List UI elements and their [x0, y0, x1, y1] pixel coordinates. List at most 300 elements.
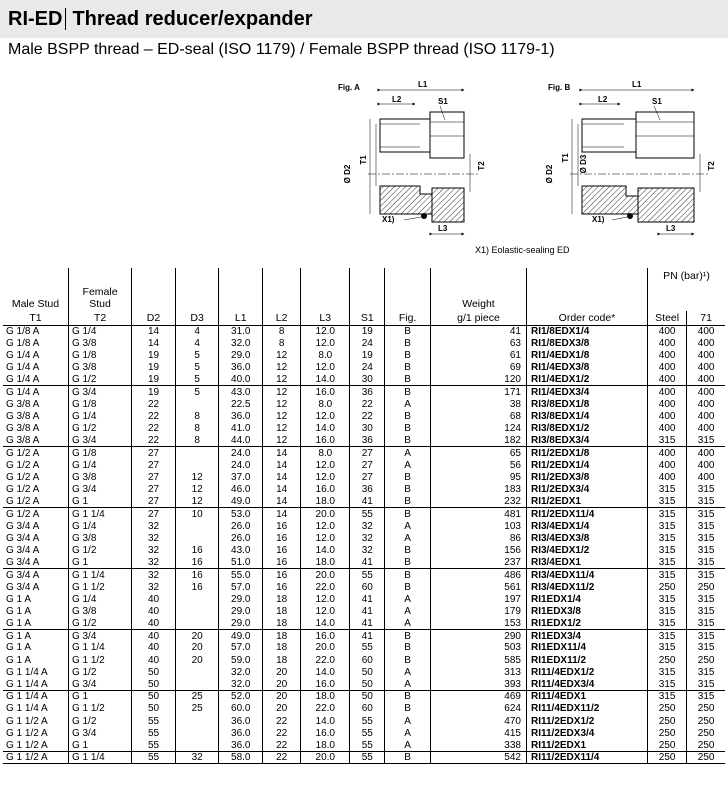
cell-male-stud: G 1/4 A [3, 386, 68, 398]
cell-l2: 22 [263, 727, 301, 739]
cell-weight: 86 [431, 532, 527, 544]
cell-d2: 55 [132, 727, 176, 739]
cell-male-stud: G 1/2 A [3, 508, 68, 520]
cell-d3: 25 [175, 691, 219, 703]
cell-l2: 14 [263, 447, 301, 459]
cell-d3: 8 [175, 435, 219, 447]
cell-l3: 12.0 [301, 325, 350, 337]
cell-weight: 171 [431, 386, 527, 398]
cell-s1: 60 [350, 581, 385, 593]
cell-l3: 20.0 [301, 508, 350, 520]
cell-female-stud: G 3/8 [68, 471, 131, 483]
cell-female-stud: G 3/4 [68, 678, 131, 690]
col-weight: Weight [431, 268, 527, 311]
cell-male-stud: G 3/8 A [6, 398, 40, 410]
cell-d3: 12 [175, 471, 219, 483]
cell-fig: A [385, 593, 431, 605]
technical-drawing [320, 74, 728, 264]
figure-b [545, 80, 716, 234]
cell-fig: B [385, 703, 431, 715]
cell-l2: 18 [263, 642, 301, 654]
cell-l1: 29.0 [219, 618, 263, 630]
table-row [3, 691, 725, 703]
cell-pn-71: 315 [687, 435, 725, 447]
cell-female-stud: G 1/8 [68, 349, 131, 361]
cell-female-stud: G 3/4 [68, 727, 131, 739]
cell-order-code: RI3/8EDX1/4 [526, 410, 647, 422]
fig-b-l2: L2 [598, 95, 608, 104]
cell-pn-71: 400 [687, 325, 725, 337]
fig-a-l3: L3 [438, 224, 448, 233]
cell-d3: 4 [175, 325, 219, 337]
cell-female-stud: G 1/2 [68, 715, 131, 727]
cell-fig: B [385, 325, 431, 337]
cell-pn-71: 250 [687, 739, 725, 751]
cell-male-stud: G 3/4 A [6, 532, 40, 544]
cell-order-code: RI1/2EDX11/4 [526, 508, 647, 520]
table-row [3, 544, 725, 556]
cell-pn-steel: 400 [648, 459, 687, 471]
cell-d2: 40 [132, 618, 176, 630]
cell-female-stud: G 1 [68, 557, 131, 569]
cell-order-code: RI3/4EDX1/2 [526, 544, 647, 556]
cell-d2: 32 [132, 581, 176, 593]
cell-l2: 18 [263, 593, 301, 605]
cell-female-stud: G 3/4 [68, 630, 131, 642]
cell-order-code: RI1/2EDX3/4 [526, 483, 647, 495]
cell-pn-steel: 315 [648, 569, 687, 581]
cell-l3: 8.0 [301, 349, 350, 361]
cell-pn-71: 315 [687, 666, 725, 678]
cell-l1: 36.0 [219, 410, 263, 422]
cell-order-code: RI11/4EDX3/4 [526, 678, 647, 690]
table-row [3, 642, 725, 654]
cell-d3 [175, 532, 219, 544]
cell-weight: 183 [431, 483, 527, 495]
cell-pn-71: 315 [687, 678, 725, 690]
cell-s1: 50 [350, 691, 385, 703]
cell-l1: 26.0 [219, 532, 263, 544]
cell-pn-steel: 250 [648, 715, 687, 727]
cell-weight: 120 [431, 374, 527, 386]
cell-female-stud: G 1 1/4 [68, 642, 131, 654]
cell-fig: B [385, 752, 431, 764]
cell-d3: 16 [175, 581, 219, 593]
cell-l1: 57.0 [219, 642, 263, 654]
cell-weight: 153 [431, 618, 527, 630]
cell-l1: 43.0 [219, 386, 263, 398]
table-row [3, 362, 725, 374]
cell-order-code: RI11/2EDX11/4 [526, 752, 647, 764]
cell-female-stud: G 3/4 [68, 386, 131, 398]
cell-l2: 16 [263, 569, 301, 581]
cell-order-code: RI1EDX1/4 [526, 593, 647, 605]
cell-weight: 486 [431, 569, 527, 581]
cell-weight: 41 [431, 325, 527, 337]
cell-l1: 43.0 [219, 544, 263, 556]
cell-d2: 19 [132, 386, 176, 398]
cell-order-code: RI11/2EDX3/4 [526, 727, 647, 739]
cell-order-code: RI1/8EDX1/4 [526, 325, 647, 337]
cell-order-code: RI1/4EDX1/8 [526, 349, 647, 361]
cell-pn-71: 400 [687, 386, 725, 398]
cell-l2: 12 [263, 349, 301, 361]
cell-pn-71: 250 [687, 654, 725, 666]
cell-s1: 32 [350, 532, 385, 544]
cell-s1: 22 [350, 410, 385, 422]
cell-l1: 24.0 [219, 459, 263, 471]
cell-pn-71: 315 [687, 483, 725, 495]
cell-order-code: RI3/8EDX1/8 [526, 398, 647, 410]
fig-a-t1: T1 [359, 155, 368, 165]
cell-male-stud: G 1/8 A [6, 337, 40, 349]
cell-d3: 5 [175, 374, 219, 386]
cell-l2: 20 [263, 691, 301, 703]
cell-d2: 50 [132, 703, 176, 715]
cell-pn-71: 250 [687, 715, 725, 727]
cell-fig: B [385, 642, 431, 654]
cell-l2: 20 [263, 678, 301, 690]
cell-pn-steel: 315 [648, 642, 687, 654]
cell-d2: 55 [132, 752, 176, 764]
cell-female-stud: G 1/2 [68, 666, 131, 678]
cell-d2: 22 [132, 423, 176, 435]
cell-weight: 182 [431, 435, 527, 447]
cell-s1: 24 [350, 337, 385, 349]
cell-male-stud: G 1 1/2 A [6, 715, 48, 727]
cell-pn-steel: 315 [648, 618, 687, 630]
cell-male-stud: G 3/8 A [6, 423, 40, 435]
cell-l1: 51.0 [219, 557, 263, 569]
cell-fig: A [385, 447, 431, 459]
cell-female-stud: G 3/8 [68, 605, 131, 617]
cell-order-code: RI3/8EDX3/4 [526, 435, 647, 447]
cell-l1: 31.0 [219, 325, 263, 337]
cell-fig: B [385, 386, 431, 398]
fig-a-label: Fig. A [338, 83, 360, 92]
table-row [3, 630, 725, 642]
cell-weight: 542 [431, 752, 527, 764]
col-l1: L1 [219, 311, 263, 325]
table-row [3, 727, 725, 739]
cell-order-code: RI1/4EDX3/8 [526, 362, 647, 374]
cell-s1: 27 [350, 471, 385, 483]
cell-l3: 20.0 [301, 642, 350, 654]
cell-l2: 12 [263, 362, 301, 374]
cell-l2: 12 [263, 410, 301, 422]
cell-pn-steel: 315 [648, 605, 687, 617]
cell-fig: A [385, 678, 431, 690]
cell-l2: 14 [263, 483, 301, 495]
cell-l1: 22.5 [219, 398, 263, 410]
cell-l3: 16.0 [301, 727, 350, 739]
cell-d3 [175, 459, 219, 471]
cell-order-code: RI11/2EDX1 [526, 739, 647, 751]
cell-pn-71: 250 [687, 752, 725, 764]
cell-l2: 22 [263, 715, 301, 727]
cell-pn-71: 315 [687, 630, 725, 642]
cell-d3: 12 [175, 483, 219, 495]
cell-d3: 12 [175, 496, 219, 508]
cell-fig: B [385, 374, 431, 386]
fig-a-t2: T2 [477, 161, 486, 171]
cell-female-stud: G 1/2 [68, 374, 131, 386]
table-row [3, 337, 725, 349]
cell-female-stud: G 1/4 [68, 520, 131, 532]
cell-s1: 55 [350, 727, 385, 739]
cell-fig: B [385, 557, 431, 569]
cell-weight: 481 [431, 508, 527, 520]
cell-l2: 16 [263, 520, 301, 532]
fig-a-l1: L1 [418, 80, 428, 89]
cell-d3: 20 [175, 654, 219, 666]
cell-d2: 27 [132, 496, 176, 508]
cell-order-code: RI1/2EDX3/8 [526, 471, 647, 483]
cell-l2: 20 [263, 703, 301, 715]
cell-weight: 197 [431, 593, 527, 605]
cell-d3: 5 [175, 362, 219, 374]
col-female-sub: T2 [68, 311, 131, 325]
cell-d3: 8 [175, 423, 219, 435]
cell-male-stud: G 1 1/2 A [6, 727, 48, 739]
cell-pn-steel: 315 [648, 508, 687, 520]
table-row [3, 325, 725, 337]
figure-a [338, 80, 486, 234]
cell-fig: B [385, 362, 431, 374]
cell-fig: B [385, 496, 431, 508]
cell-l1: 49.0 [219, 630, 263, 642]
cell-l3: 18.0 [301, 739, 350, 751]
cell-l1: 29.0 [219, 349, 263, 361]
col-d2: D2 [132, 311, 176, 325]
cell-d3 [175, 618, 219, 630]
cell-pn-steel: 400 [648, 362, 687, 374]
cell-l3: 12.0 [301, 605, 350, 617]
cell-l3: 20.0 [301, 752, 350, 764]
fig-b-x1: X1) [592, 215, 605, 224]
cell-weight: 415 [431, 727, 527, 739]
cell-s1: 41 [350, 618, 385, 630]
cell-l1: 32.0 [219, 666, 263, 678]
cell-l3: 14.0 [301, 544, 350, 556]
cell-order-code: RI1/8EDX3/8 [526, 337, 647, 349]
cell-l3: 12.0 [301, 337, 350, 349]
cell-pn-71: 400 [687, 349, 725, 361]
table-row [3, 435, 725, 447]
cell-d3: 16 [175, 557, 219, 569]
fig-b-l1: L1 [632, 80, 642, 89]
cell-order-code: RI1EDX3/8 [526, 605, 647, 617]
cell-pn-71: 315 [687, 496, 725, 508]
cell-d2: 27 [132, 471, 176, 483]
cell-s1: 22 [350, 398, 385, 410]
cell-l1: 57.0 [219, 581, 263, 593]
cell-fig: B [385, 581, 431, 593]
col-weight-sub: g/1 piece [431, 311, 527, 325]
cell-s1: 55 [350, 752, 385, 764]
cell-weight: 124 [431, 423, 527, 435]
cell-male-stud: G 3/4 A [6, 556, 40, 568]
cell-pn-steel: 400 [648, 386, 687, 398]
cell-female-stud: G 1 1/2 [68, 654, 131, 666]
cell-l1: 58.0 [219, 752, 263, 764]
spec-table-body [3, 325, 725, 764]
cell-d2: 40 [132, 630, 176, 642]
cell-female-stud: G 1 1/4 [68, 752, 131, 764]
col-d3: D3 [175, 311, 219, 325]
cell-female-stud: G 3/4 [68, 483, 131, 495]
cell-pn-steel: 315 [648, 544, 687, 556]
cell-d2: 22 [132, 398, 176, 410]
cell-order-code: RI3/4EDX11/2 [526, 581, 647, 593]
col-female: Female Stud [68, 268, 131, 311]
cell-male-stud: G 1 1/4 A [6, 678, 48, 690]
cell-s1: 55 [350, 569, 385, 581]
cell-d3: 10 [175, 508, 219, 520]
cell-l2: 18 [263, 630, 301, 642]
cell-male-stud: G 1 1/4 A [3, 691, 68, 703]
col-fig: Fig. [385, 311, 431, 325]
cell-d3 [175, 520, 219, 532]
table-row [3, 752, 725, 764]
table-row [3, 410, 725, 422]
cell-male-stud: G 1 1/4 A [6, 703, 48, 715]
cell-s1: 55 [350, 642, 385, 654]
cell-l3: 12.0 [301, 459, 350, 471]
cell-d2: 40 [132, 642, 176, 654]
cell-d2: 55 [132, 739, 176, 751]
cell-l3: 12.0 [301, 471, 350, 483]
table-row [3, 520, 725, 532]
col-order: Order code* [526, 311, 647, 325]
cell-female-stud: G 1/4 [68, 325, 131, 337]
cell-female-stud: G 3/4 [68, 435, 131, 447]
cell-d3: 8 [175, 410, 219, 422]
col-pn-steel: Steel [648, 311, 687, 325]
cell-weight: 313 [431, 666, 527, 678]
cell-l3: 12.0 [301, 593, 350, 605]
cell-fig: A [385, 459, 431, 471]
table-row [3, 703, 725, 715]
cell-male-stud: G 1 A [6, 617, 32, 629]
title-bar [0, 0, 728, 38]
cell-s1: 30 [350, 374, 385, 386]
cell-d3 [175, 739, 219, 751]
cell-order-code: RI11/4EDX1/2 [526, 666, 647, 678]
cell-order-code: RI1/4EDX1/2 [526, 374, 647, 386]
cell-l3: 22.0 [301, 654, 350, 666]
cell-l2: 16 [263, 581, 301, 593]
cell-l3: 18.0 [301, 691, 350, 703]
cell-order-code: RI1/4EDX3/4 [526, 386, 647, 398]
cell-weight: 338 [431, 739, 527, 751]
cell-s1: 19 [350, 325, 385, 337]
product-name: Thread reducer/expander [72, 7, 313, 30]
cell-d3 [175, 593, 219, 605]
cell-weight: 103 [431, 520, 527, 532]
title-separator [65, 8, 66, 30]
fig-b-l3: L3 [666, 224, 676, 233]
cell-female-stud: G 3/8 [68, 532, 131, 544]
cell-l1: 32.0 [219, 337, 263, 349]
table-row [3, 398, 725, 410]
cell-l2: 22 [263, 752, 301, 764]
cell-d3: 5 [175, 349, 219, 361]
cell-s1: 60 [350, 703, 385, 715]
cell-pn-steel: 400 [648, 325, 687, 337]
cell-male-stud: G 1 1/2 A [3, 752, 68, 764]
cell-fig: B [385, 435, 431, 447]
cell-fig: B [385, 337, 431, 349]
cell-male-stud: G 3/8 A [6, 435, 40, 447]
cell-pn-71: 400 [687, 410, 725, 422]
cell-d2: 19 [132, 362, 176, 374]
cell-order-code: RI3/4EDX1 [526, 557, 647, 569]
cell-fig: A [385, 605, 431, 617]
fig-b-label: Fig. B [548, 83, 571, 92]
cell-weight: 156 [431, 544, 527, 556]
cell-d2: 14 [132, 337, 176, 349]
cell-l3: 16.0 [301, 483, 350, 495]
cell-female-stud: G 1/2 [68, 618, 131, 630]
cell-pn-71: 250 [687, 581, 725, 593]
cell-s1: 24 [350, 362, 385, 374]
cell-d2: 19 [132, 374, 176, 386]
cell-order-code: RI11/2EDX1/2 [526, 715, 647, 727]
cell-weight: 63 [431, 337, 527, 349]
cell-l2: 16 [263, 557, 301, 569]
cell-d2: 22 [132, 435, 176, 447]
product-code: RI-ED [8, 7, 63, 30]
cell-male-stud: G 1 A [6, 605, 32, 617]
cell-pn-71: 250 [687, 727, 725, 739]
cell-pn-steel: 315 [648, 532, 687, 544]
cell-pn-steel: 315 [648, 691, 687, 703]
cell-l3: 8.0 [301, 398, 350, 410]
cell-l1: 40.0 [219, 374, 263, 386]
cell-weight: 56 [431, 459, 527, 471]
cell-l3: 20.0 [301, 569, 350, 581]
cell-d3: 16 [175, 569, 219, 581]
cell-l1: 26.0 [219, 520, 263, 532]
cell-fig: B [385, 508, 431, 520]
cell-female-stud: G 1 1/4 [68, 508, 131, 520]
cell-pn-71: 315 [687, 605, 725, 617]
cell-pn-steel: 315 [648, 630, 687, 642]
table-row [3, 605, 725, 617]
table-row [3, 386, 725, 398]
table-row [3, 471, 725, 483]
cell-pn-steel: 315 [648, 666, 687, 678]
cell-d3: 16 [175, 544, 219, 556]
cell-d3: 20 [175, 630, 219, 642]
cell-order-code: RI1EDX11/2 [526, 654, 647, 666]
cell-weight: 290 [431, 630, 527, 642]
cell-female-stud: G 1 1/2 [68, 581, 131, 593]
cell-fig: B [385, 544, 431, 556]
cell-s1: 41 [350, 593, 385, 605]
cell-female-stud: G 1 [68, 496, 131, 508]
cell-s1: 30 [350, 423, 385, 435]
cell-d3: 32 [175, 752, 219, 764]
cell-fig: B [385, 410, 431, 422]
fig-b-s1: S1 [652, 97, 662, 106]
cell-l3: 12.0 [301, 532, 350, 544]
cell-l2: 14 [263, 508, 301, 520]
cell-l2: 14 [263, 459, 301, 471]
cell-male-stud: G 1 1/4 A [6, 666, 48, 678]
cell-l3: 14.0 [301, 666, 350, 678]
